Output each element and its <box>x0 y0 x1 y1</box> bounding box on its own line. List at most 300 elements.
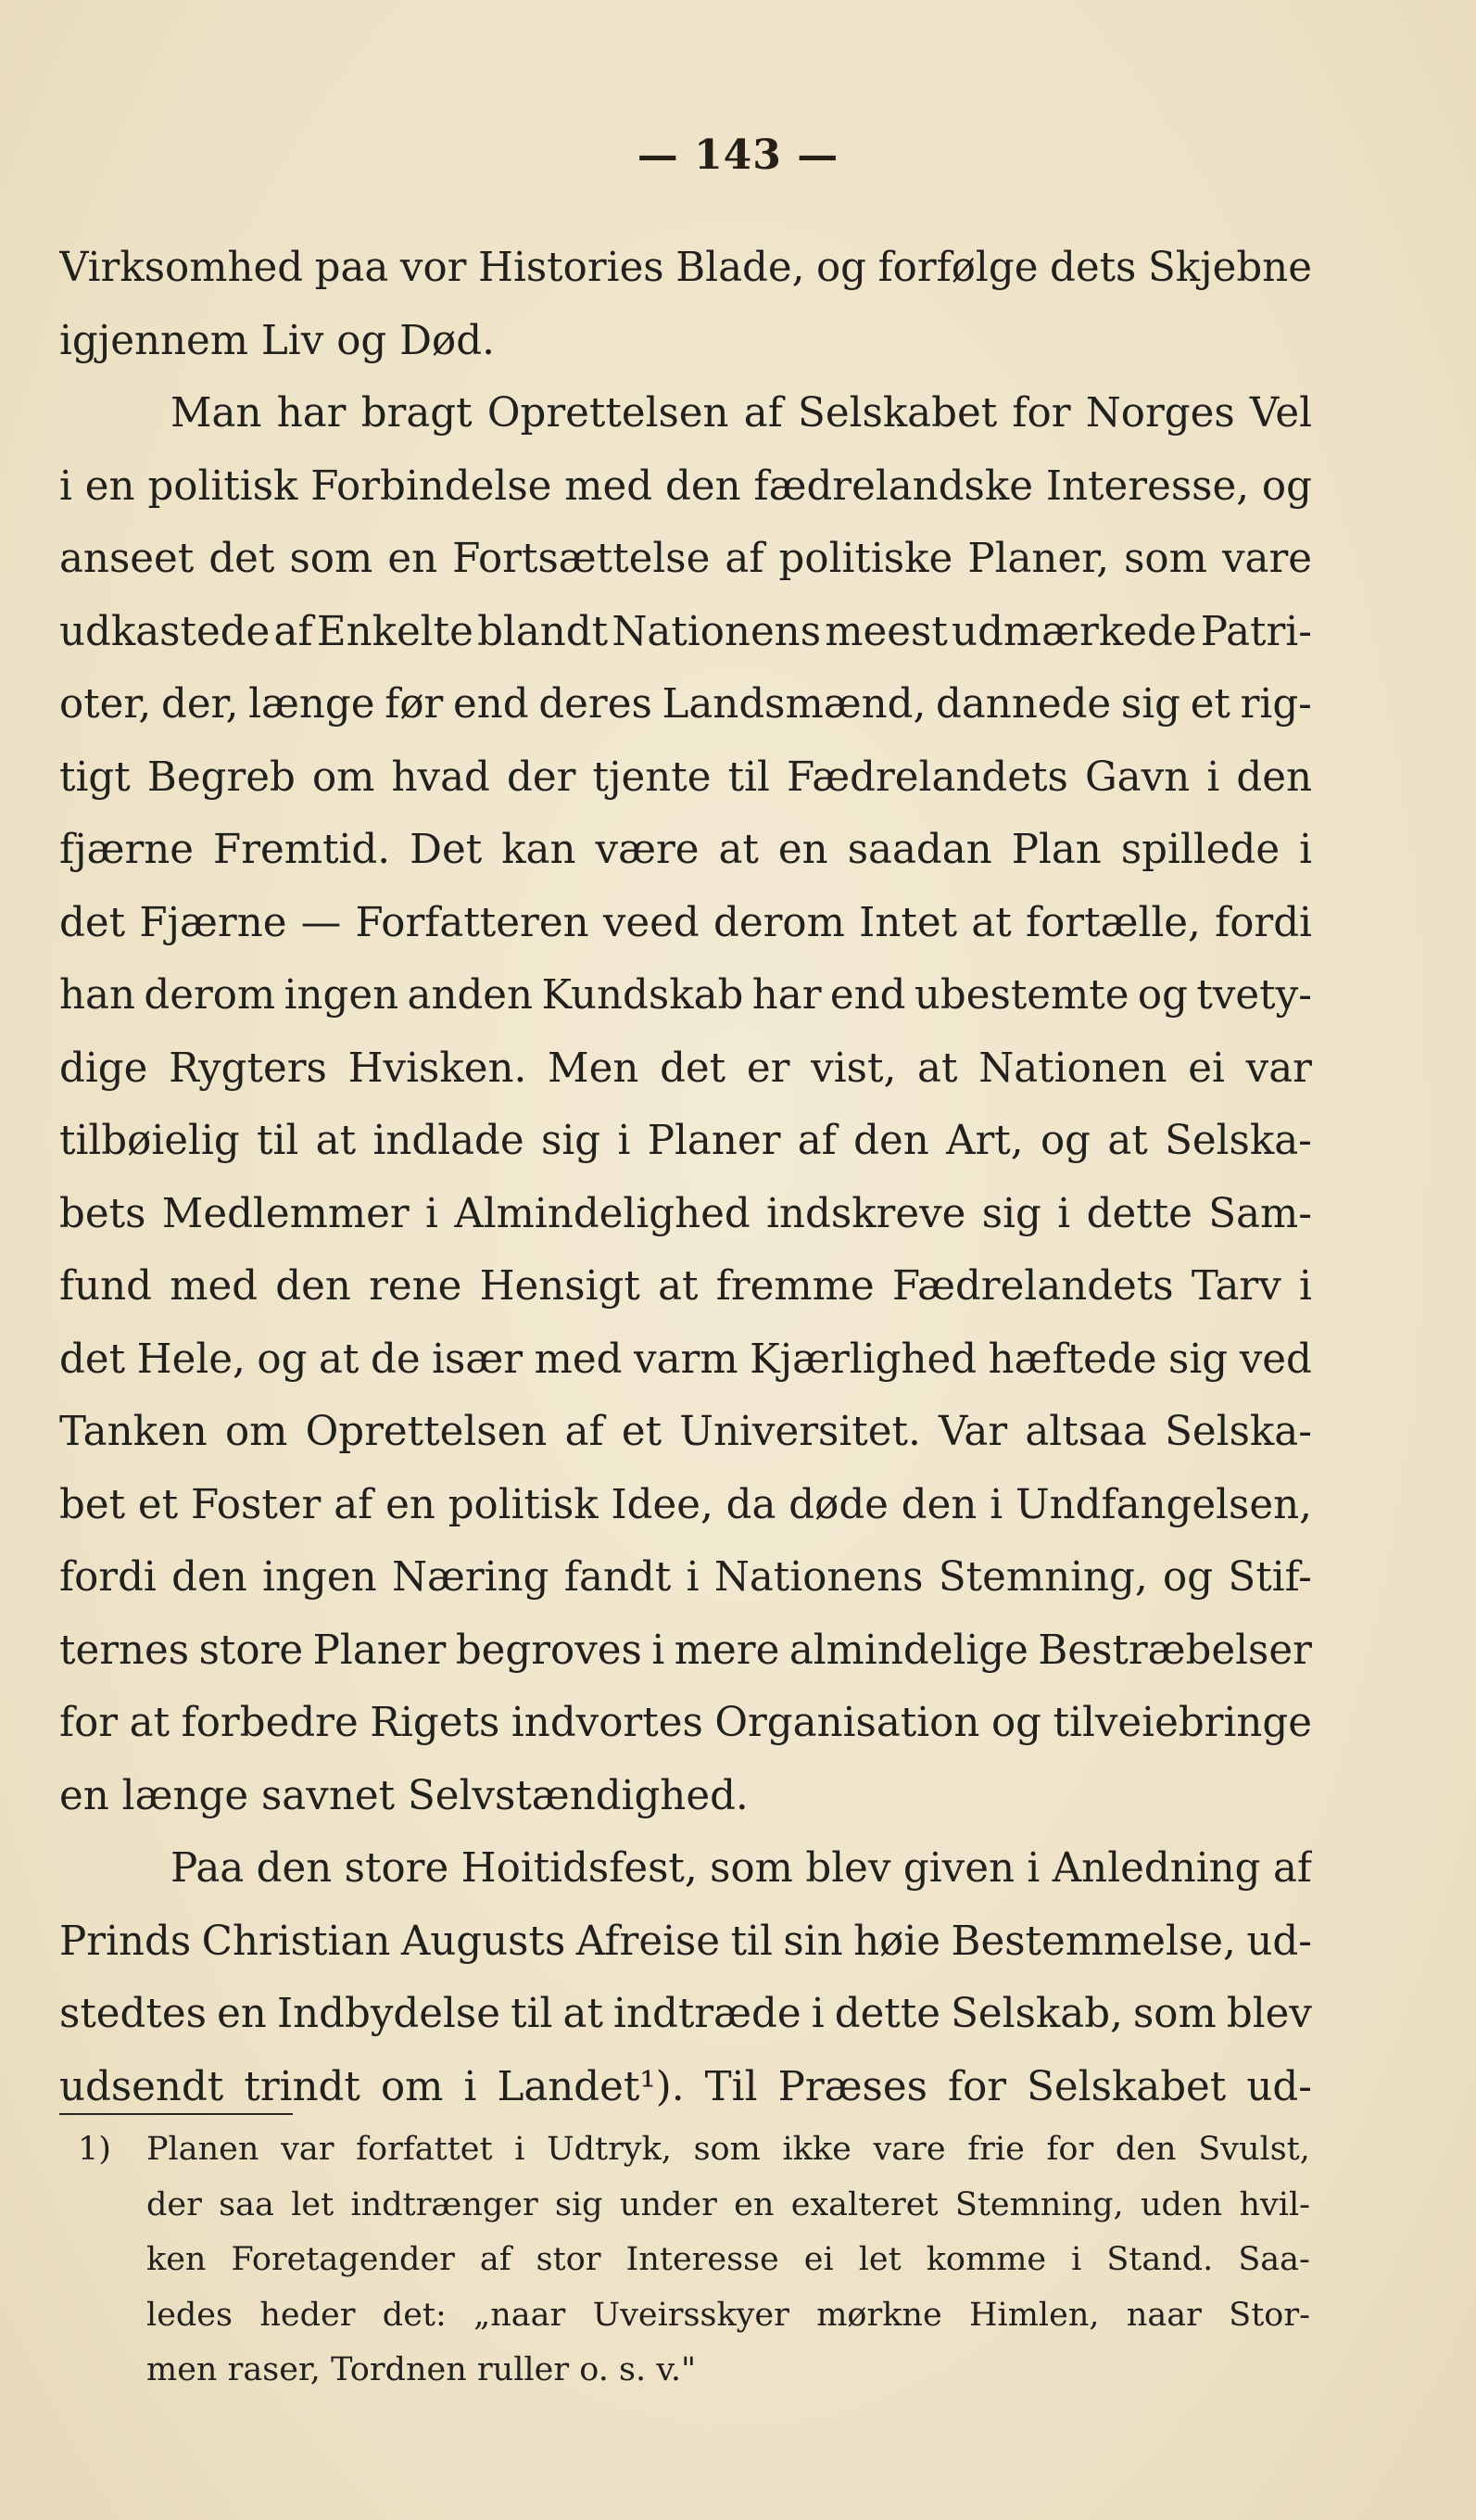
word: til <box>257 1118 299 1164</box>
word: Nationens <box>612 608 822 655</box>
word: i <box>59 462 72 510</box>
word: Forfatteren <box>355 899 589 946</box>
footnote-line <box>78 2122 1310 2178</box>
word: og <box>257 1336 308 1383</box>
footnote-line <box>78 2343 1310 2399</box>
word: høie <box>853 1918 941 1965</box>
footnote-marker: 1) <box>78 2131 111 2168</box>
footnote-word: ledes <box>146 2296 233 2334</box>
word: før <box>385 681 444 728</box>
word: at <box>129 1700 170 1746</box>
word: der <box>507 753 576 801</box>
word: hvad <box>391 753 490 801</box>
word: om <box>380 2063 444 2110</box>
word: og <box>1163 1554 1214 1601</box>
word: spillede <box>1120 827 1280 873</box>
word: sig <box>1120 681 1180 728</box>
text-line <box>59 1615 1312 1688</box>
footnote-word: Stand. <box>1106 2241 1214 2278</box>
word: meest <box>825 608 948 655</box>
text-line <box>59 1250 1312 1323</box>
word: som <box>1132 1991 1217 2037</box>
word: trindt <box>244 2063 360 2110</box>
footnote-word: s. <box>619 2351 647 2388</box>
word: Art, <box>946 1118 1024 1164</box>
word: deres <box>538 681 652 728</box>
footnote-word: Foretagender <box>231 2241 455 2278</box>
footnote-word: Tordnen <box>331 2351 467 2388</box>
footnote-word: ei <box>803 2241 834 2278</box>
footnote-word: o. <box>579 2351 609 2388</box>
word: den <box>1236 753 1312 801</box>
footnote-divider <box>59 2113 293 2115</box>
footnote-word: komme <box>926 2241 1047 2278</box>
footnote-word: for <box>1046 2131 1094 2168</box>
word: den <box>171 1554 247 1601</box>
text-line <box>59 1906 1312 1979</box>
word: vor <box>399 245 467 291</box>
word: med <box>564 462 653 510</box>
word: Til <box>704 2063 758 2110</box>
footnote-word: ken <box>146 2241 207 2278</box>
word: fordi <box>59 1554 157 1601</box>
word: Planer <box>312 1627 447 1674</box>
word: paa <box>314 245 389 291</box>
word: som <box>1124 536 1207 582</box>
word: at <box>658 1263 699 1310</box>
word: sig <box>541 1118 601 1164</box>
word: vist, <box>811 1045 897 1092</box>
word: Fortsættelse <box>452 536 711 582</box>
text-line <box>59 232 1312 305</box>
word: og <box>1261 462 1312 510</box>
footnote-word: under <box>619 2185 717 2223</box>
word: tilbøielig <box>59 1118 240 1164</box>
word: Norges <box>1085 390 1235 437</box>
word: igjennem <box>59 317 249 364</box>
text-line <box>59 814 1312 887</box>
word: Hoitidsfest, <box>460 1845 698 1892</box>
word: Hensigt <box>479 1263 640 1310</box>
word: Næring <box>391 1554 549 1601</box>
word: i <box>1299 1263 1312 1310</box>
word: et <box>137 1481 179 1528</box>
word: blev <box>805 1845 891 1892</box>
word: Anledning <box>1052 1845 1261 1892</box>
word: Kundskab <box>541 972 744 1019</box>
text-line <box>59 1469 1312 1542</box>
word: tilveiebringe <box>1053 1700 1312 1746</box>
footnote-word: forfattet <box>356 2131 493 2168</box>
word: end <box>829 972 906 1019</box>
word: Selska- <box>1165 1118 1312 1164</box>
word: Rigets <box>370 1700 500 1746</box>
word: i <box>686 1554 700 1601</box>
word: det <box>208 536 275 582</box>
word: oter, <box>59 681 152 728</box>
footnote-word: en <box>734 2185 775 2223</box>
word: saadan <box>847 827 992 873</box>
word: den <box>901 1481 978 1528</box>
word: Landet¹). <box>497 2063 685 2110</box>
word: det <box>59 1336 126 1383</box>
word: af <box>564 1409 604 1455</box>
text-line <box>59 668 1312 741</box>
word: at <box>917 1045 958 1092</box>
word: fortælle, <box>1026 899 1201 946</box>
text-line <box>59 523 1312 596</box>
footnote-word: mørkne <box>816 2296 942 2334</box>
footnote-word: det: <box>382 2296 447 2334</box>
word: Oprettelsen <box>486 390 729 437</box>
footnote-word: saa <box>219 2185 274 2223</box>
word: og <box>815 245 867 291</box>
word: er <box>746 1045 790 1092</box>
word: dets <box>1049 245 1137 291</box>
footnote-word: Saa- <box>1238 2241 1310 2278</box>
word: ud- <box>1246 2063 1312 2110</box>
word: blandt <box>477 608 609 655</box>
footnote-line <box>78 2288 1310 2344</box>
word: store <box>344 1845 449 1892</box>
word: Fædrelandets <box>891 1263 1174 1310</box>
word: Indbydelse <box>276 1991 500 2037</box>
word: Vel <box>1249 390 1312 437</box>
word: Tarv <box>1191 1263 1281 1310</box>
word: Præses <box>777 2063 927 2110</box>
word: politiske <box>778 536 953 582</box>
word: — <box>300 899 342 946</box>
word: Hele, <box>136 1336 246 1383</box>
word: bet <box>59 1481 126 1528</box>
word: sig <box>1168 1336 1229 1383</box>
word: Undfangelsen, <box>1015 1481 1312 1528</box>
word: veed <box>602 899 700 946</box>
word: mere <box>674 1627 780 1674</box>
word: Afreise <box>575 1918 721 1965</box>
word: ved <box>1239 1336 1312 1383</box>
word: udsendt <box>59 2063 224 2110</box>
word: i <box>1057 1190 1071 1237</box>
word: indskreve <box>766 1190 966 1237</box>
text-line <box>59 377 1312 450</box>
word: at <box>718 827 759 873</box>
word: Plan <box>1011 827 1102 873</box>
word: Almindelighed <box>454 1190 751 1237</box>
word: til <box>727 753 770 801</box>
footnote-word: sig <box>555 2185 603 2223</box>
word: vare <box>1221 536 1312 582</box>
word: i <box>1299 827 1312 873</box>
footnote-word: exalteret <box>790 2185 939 2223</box>
word: at <box>315 1118 357 1164</box>
word: og <box>336 317 387 364</box>
footnote-word: som <box>693 2131 761 2168</box>
footnote-word: heder <box>259 2296 356 2334</box>
word: Intet <box>859 899 958 946</box>
word: fædrelandske <box>753 462 1033 510</box>
word: og <box>990 1700 1041 1746</box>
word: Enkelte <box>316 608 473 655</box>
word: Interesse, <box>1045 462 1250 510</box>
word: kan <box>501 827 576 873</box>
word: Skjebne <box>1147 245 1312 291</box>
word: ud- <box>1246 1918 1312 1965</box>
word: længe <box>121 1772 249 1819</box>
word: med <box>534 1336 623 1383</box>
footnote-word: raser, <box>227 2351 321 2388</box>
word: Sam- <box>1208 1190 1312 1237</box>
word: anseet <box>59 536 195 582</box>
word: dette <box>834 1991 941 2037</box>
word: af <box>273 608 313 655</box>
word: ternes <box>59 1627 190 1674</box>
word: Forbindelse <box>310 462 552 510</box>
word: i <box>990 1481 1003 1528</box>
word: Selska- <box>1165 1409 1312 1455</box>
word: for <box>59 1700 119 1746</box>
word: dige <box>59 1045 148 1092</box>
word: indvortes <box>511 1700 703 1746</box>
word: Tanken <box>59 1409 208 1455</box>
word: af <box>743 390 783 437</box>
footnote-word: i <box>1071 2241 1082 2278</box>
text-line <box>59 450 1312 524</box>
word: rig- <box>1240 681 1312 728</box>
word: derom <box>144 972 276 1019</box>
footnote-word: Stemning, <box>954 2185 1124 2223</box>
word: udkastede <box>59 608 271 655</box>
text-line <box>59 959 1312 1032</box>
footnote-word: frie <box>967 2131 1025 2168</box>
word: et <box>621 1409 662 1455</box>
word: ingen <box>262 1554 377 1601</box>
word: hæftede <box>988 1336 1157 1383</box>
footnote-word: af <box>479 2241 511 2278</box>
word: forfølge <box>877 245 1039 291</box>
word: længe <box>248 681 375 728</box>
word: Stemning, <box>938 1554 1148 1601</box>
word: bets <box>59 1190 146 1237</box>
word: til <box>511 1991 553 2037</box>
word: Bestræbelser <box>1038 1627 1312 1674</box>
word: sig <box>981 1190 1041 1237</box>
word: Nationen <box>978 1045 1167 1092</box>
word: de <box>370 1336 421 1383</box>
word: Selskabet <box>1027 2063 1227 2110</box>
word: Hvisken. <box>347 1045 527 1092</box>
footnote-word: i <box>514 2131 525 2168</box>
text-line <box>59 1105 1312 1178</box>
word: anden <box>407 972 534 1019</box>
word: varm <box>634 1336 738 1383</box>
footnote-word: der <box>146 2185 202 2223</box>
word: af <box>797 1118 837 1164</box>
word: ubestemte <box>914 972 1129 1019</box>
word: end <box>453 681 529 728</box>
footnote-word: uden <box>1140 2185 1223 2223</box>
word: især <box>432 1336 524 1383</box>
word: i <box>463 2063 477 2110</box>
word: at <box>318 1336 360 1383</box>
word: tjente <box>592 753 712 801</box>
word: Virksomhed <box>59 245 304 291</box>
word: Men <box>548 1045 639 1092</box>
word: være <box>595 827 700 873</box>
word: i <box>1027 1845 1041 1892</box>
body-text <box>59 232 1312 2123</box>
word: at <box>562 1991 603 2037</box>
word: fund <box>59 1263 152 1310</box>
text-line <box>59 596 1312 669</box>
text-line <box>59 305 1312 378</box>
word: Christian <box>201 1918 391 1965</box>
word: som <box>289 536 373 582</box>
word: i <box>811 1991 825 2037</box>
word: politisk <box>147 462 298 510</box>
word: og <box>1040 1118 1091 1164</box>
word: tvety- <box>1196 972 1312 1019</box>
word: for <box>1012 390 1071 437</box>
word: Fremtid. <box>213 827 391 873</box>
word: dette <box>1086 1190 1192 1237</box>
word: Nationens <box>713 1554 924 1601</box>
word: som <box>710 1845 793 1892</box>
text-line <box>59 1323 1312 1397</box>
word: savnet <box>260 1772 396 1819</box>
footnote-word: Interesse <box>625 2241 779 2278</box>
word: der, <box>160 681 239 728</box>
text-line <box>59 1978 1312 2051</box>
word: Selskab, <box>951 1991 1123 2037</box>
word: indlade <box>372 1118 524 1164</box>
footnote-word: indtrænger <box>350 2185 538 2223</box>
word: Planer, <box>967 536 1110 582</box>
footnote-line <box>78 2178 1310 2234</box>
word: en <box>385 1481 435 1528</box>
word: en <box>217 1991 267 2037</box>
word: da <box>725 1481 776 1528</box>
word: dannede <box>936 681 1112 728</box>
word: Foster <box>191 1481 322 1528</box>
word: ingen <box>284 972 399 1019</box>
word: forbedre <box>181 1700 359 1746</box>
text-line <box>59 887 1312 960</box>
text-line <box>59 1760 1312 1833</box>
word: Histories <box>478 245 664 291</box>
word: i <box>425 1190 438 1237</box>
footnote-word: let <box>858 2241 902 2278</box>
footnote-word: ikke <box>782 2131 852 2168</box>
word: bragt <box>360 390 473 437</box>
word: Kjærlighed <box>750 1336 978 1383</box>
word: om <box>224 1409 288 1455</box>
word: ei <box>1188 1045 1225 1092</box>
word: med <box>170 1263 259 1310</box>
word: Man <box>170 390 262 437</box>
word: Organisation <box>714 1700 980 1746</box>
word: Selvstændighed. <box>407 1772 749 1819</box>
word: indtræde <box>613 1991 801 2037</box>
word: han <box>59 972 135 1019</box>
word: Planer <box>647 1118 781 1164</box>
word: den <box>275 1263 351 1310</box>
word: almindelige <box>788 1627 1028 1674</box>
word: Gavn <box>1084 753 1191 801</box>
footnote-word: Stor- <box>1229 2296 1310 2334</box>
word: Fjærne <box>139 899 287 946</box>
word: Augusts <box>400 1918 566 1965</box>
word: var <box>1245 1045 1312 1092</box>
word: Bestemmelse, <box>951 1918 1236 1965</box>
word: har <box>751 972 822 1019</box>
word: tigt <box>59 753 131 801</box>
word: derom <box>713 899 845 946</box>
footnote-word: Himlen, <box>969 2296 1100 2334</box>
text-line <box>59 1396 1312 1469</box>
word: Liv <box>260 317 324 364</box>
text-line <box>59 741 1312 815</box>
footnote-word: naar <box>1126 2296 1202 2334</box>
word: at <box>1107 1118 1148 1164</box>
word: Medlemmer <box>161 1190 410 1237</box>
word: politisk <box>448 1481 599 1528</box>
footnote-word: Udtryk, <box>547 2131 672 2168</box>
word: Rygters <box>169 1045 327 1092</box>
word: det <box>59 899 126 946</box>
footnote-word: let <box>291 2185 334 2223</box>
text-line <box>59 1032 1312 1106</box>
word: Prinds <box>59 1918 192 1965</box>
word: et <box>1190 681 1230 728</box>
word: en <box>387 536 438 582</box>
footnote-word: hvil- <box>1239 2185 1310 2223</box>
text-line <box>59 1832 1312 1906</box>
text-line <box>59 1687 1312 1760</box>
word: i <box>651 1627 665 1674</box>
word: stedtes <box>59 1991 207 2037</box>
footnote-word: „naar <box>473 2296 566 2334</box>
footnote-word: vare <box>873 2131 946 2168</box>
word: fordi <box>1215 899 1312 946</box>
word: Det <box>410 827 483 873</box>
word: fjærne <box>59 827 195 873</box>
word: Landsmænd, <box>662 681 927 728</box>
word: rene <box>369 1263 462 1310</box>
footnote-word: var <box>281 2131 334 2168</box>
word: blev <box>1226 1991 1312 2037</box>
text-line <box>59 1541 1312 1615</box>
word: den <box>256 1845 333 1892</box>
word: Død. <box>399 317 495 364</box>
word: Paa <box>170 1845 245 1892</box>
word: fandt <box>563 1554 672 1601</box>
word: en <box>777 827 828 873</box>
footnote-word: den <box>1115 2131 1177 2168</box>
footnote-word: Svulst, <box>1198 2131 1310 2168</box>
word: om <box>311 753 375 801</box>
page-number: — 143 — <box>637 132 839 179</box>
word: Idee, <box>611 1481 713 1528</box>
word: for <box>947 2063 1007 2110</box>
word: Begreb <box>146 753 296 801</box>
word: begroves <box>455 1627 642 1674</box>
footnote-word: stor <box>536 2241 601 2278</box>
word: altsaa <box>1025 1409 1147 1455</box>
word: Fædrelandets <box>787 753 1068 801</box>
word: fremme <box>715 1263 875 1310</box>
word: store <box>198 1627 304 1674</box>
